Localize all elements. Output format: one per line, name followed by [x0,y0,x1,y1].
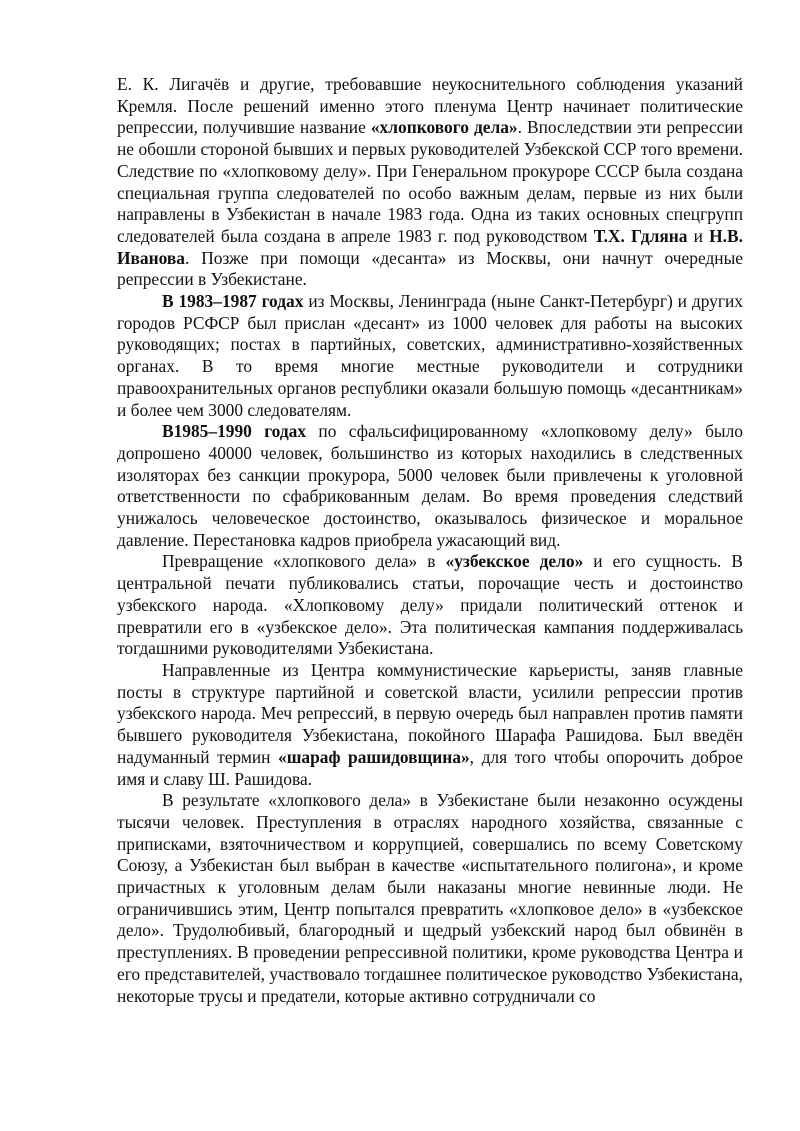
document-page [117,74,743,1007]
text-segment: из Москвы, Ленинграда (ныне Санкт-Петербург) и других городов РСФСР был прислан «десант» из 1000 человек для работы на высоких руководящих; постах в партийных, советских, административно-хозяйственных органах. В то время многие местные руководители и сотрудники правоохранительных органов республики оказали большую помощь «десантникам» и более чем 3000 следователям. [117,291,743,420]
text-segment: В результате «хлопкового дела» в Узбекистане были незаконно осуждены тысячи человек. Преступления в отраслях народного хозяйства, связанные с приписками, взяточничеством и коррупцией, совершались по всему Советскому Союзу, а Узбекистан был выбран в качестве «испытательного полигона», и кроме причастных к уголовным делам были наказаны многие невинные люди. Не ограничившись этим, Центр попытался превратить «хлопковое дело» в «узбекское дело». Трудолюбивый, благородный и щедрый узбекский народ был обвинён в преступлениях. В проведении репрессивной политики, кроме руководства Центра и его представителей, участвовало тогдашнее политическое руководство Узбекистана, некоторые трусы и предатели, которые активно сотрудничали со [117,790,743,1006]
paragraph-2 [117,291,743,421]
text-segment: . Позже при помощи «десанта» из Москвы, они начнут очередные репрессии в Узбекистане. [117,247,743,290]
bold-date-1983-1987: В 1983–1987 годах [162,291,304,312]
text-segment: и его сущность. В центральной печати публиковались статьи, порочащие честь и достоинство узбекского народа. «Хлопковому делу» придали политический оттенок и превратили его в «узбекское дело». Эта политическая кампания поддерживалась тогдашними руководителями Узбекистана. [117,551,743,659]
paragraph-3 [117,421,743,551]
paragraph-1 [117,74,743,291]
bold-term-khlopkovoe-delo: «хлопкового дела» [370,117,518,138]
text-segment: по сфальсифицированному «хлопковому делу» было допрошено 40000 человек, большинство из которых находились в следственных изоляторах без санкции прокурора, 5000 человек были привлечены к уголовной ответственности по сфабрикованным делам. Во время проведения следствий унижалось человеческое достоинство, оказывалось физическое и моральное давление. Перестановка кадров приобрела ужасающий вид. [117,421,743,550]
paragraph-4 [117,551,743,660]
text-segment: Направленные из Центра коммунистические карьеристы, заняв главные посты в структуре партийной и советской власти, усилили репрессии против узбекского народа. Меч репрессий, в первую очередь был направлен против памяти бывшего руководителя Узбекистана, покойного Шарафа Рашидова. Был введён надуманный термин [117,659,743,767]
bold-term-uzbek-delo: «узбекское дело» [445,551,584,572]
text-segment: , для того чтобы опорочить доброе имя и славу Ш. Рашидова. [117,746,744,789]
paragraph-5 [117,660,743,790]
paragraph-6 [117,790,743,1007]
text-segment: Превращение «хлопкового дела» в [162,551,446,572]
text-segment: . Впоследствии эти репрессии не обошли стороной бывших и первых руководителей Узбекской ССР того времени. Следствие по «хлопковому делу». При Генеральном прокуроре СССР была создана специальная группа следователей по особо важным делам, первые из них были направлены в Узбекистан в начале 1983 года. Одна из таких основных спецгрупп следователей была создана в апреле 1983 г. под руководством [117,117,743,246]
bold-name-ivanov: Н.В. Иванова [117,225,743,268]
bold-term-sharaf-rashidovshchina: «шараф рашидовщина» [278,746,470,767]
text-segment: Е. К. Лигачёв и другие, требовавшие неукоснительного соблюдения указаний Кремля. После решений именно этого пленума Центр начинает политические репрессии, получившие название [117,74,743,138]
bold-date-1985-1990: В1985–1990 годах [162,421,307,442]
text-segment: и [687,225,710,246]
bold-name-gdlyan: Т.Х. Гдляна [593,225,688,246]
